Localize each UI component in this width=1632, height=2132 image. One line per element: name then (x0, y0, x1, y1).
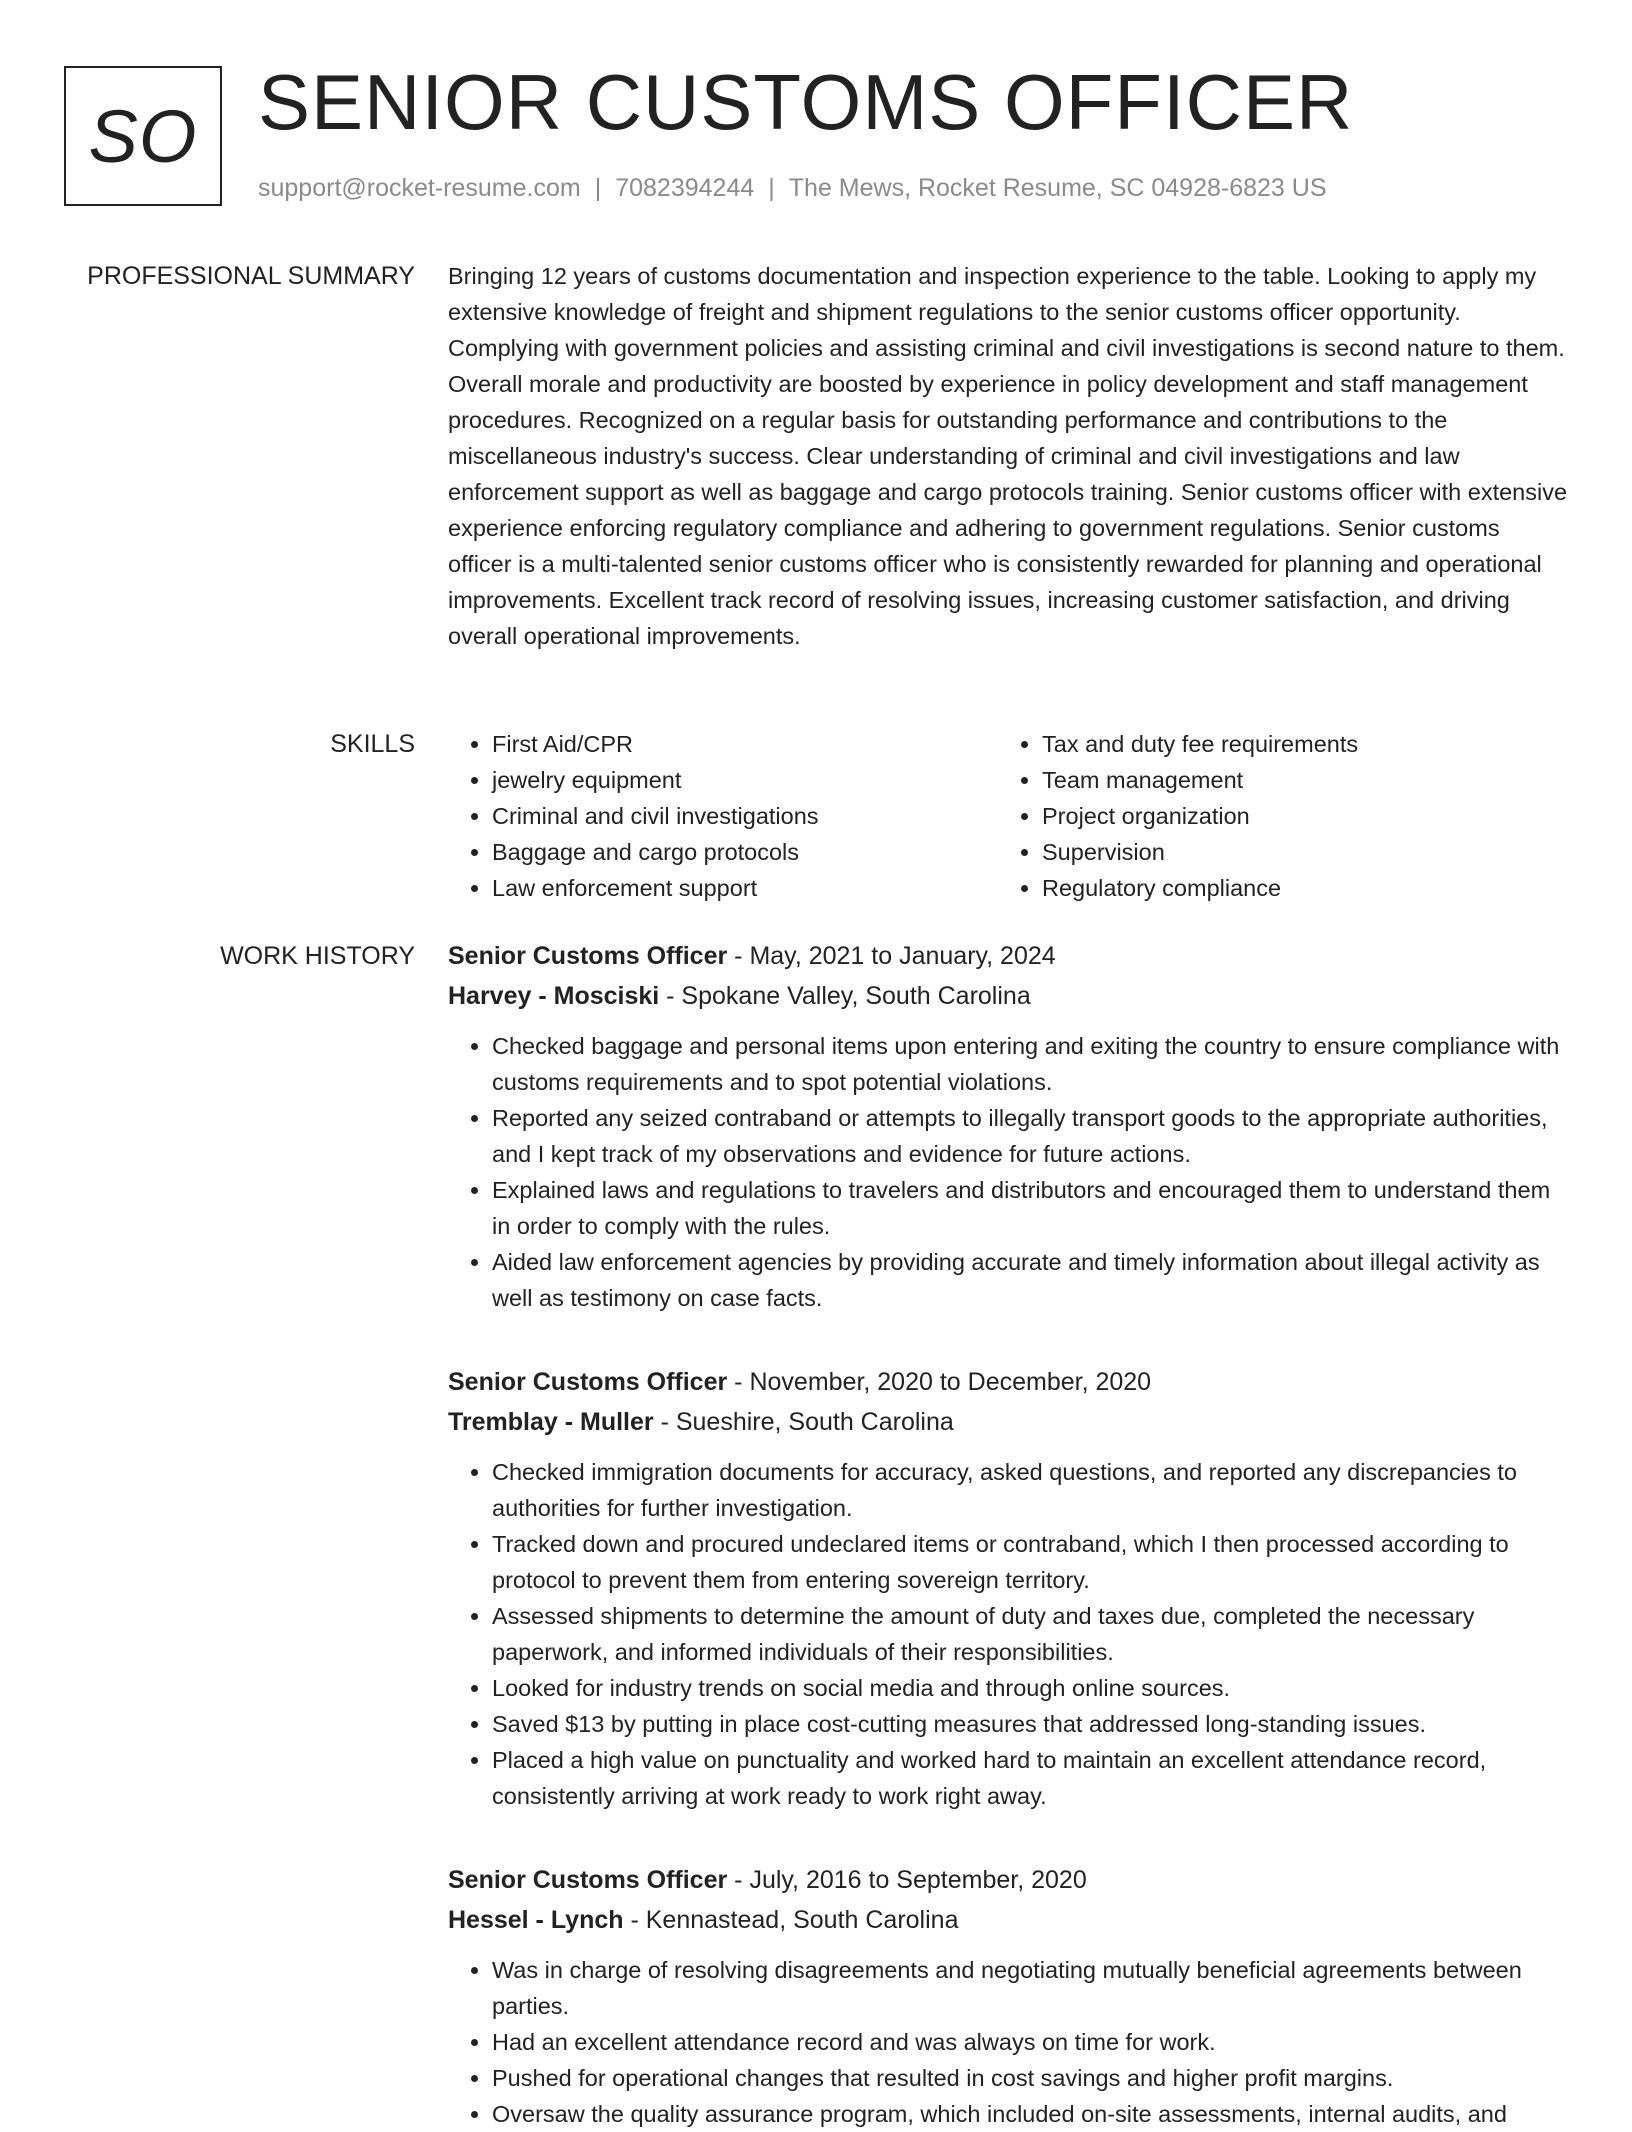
job-title-line (448, 1860, 1568, 1900)
contact-separator: | (768, 174, 775, 202)
job-bullets (448, 1952, 1568, 2132)
job-dates: - July, 2016 to September, 2020 (727, 1866, 1087, 1894)
job-bullets (448, 1454, 1568, 1814)
skills-column-right (998, 726, 1548, 906)
job-entry (448, 1362, 1568, 1814)
work-jobs (448, 936, 1568, 2132)
job-bullet: • Explained laws and regulations to travelers and distributors and encouraged them to understand them in order to comply with the rules. (492, 1172, 1568, 1244)
job-title: Senior Customs Officer (448, 942, 728, 970)
contact-line (258, 174, 1327, 203)
skill-item: • Project organization (1042, 798, 1548, 834)
work-heading: WORK HISTORY (220, 942, 415, 970)
job-location: - Kennastead, South Carolina (623, 1906, 959, 1934)
job-bullet: • Reported any seized contraband or attempts to illegally transport goods to the appropriate authorities, and I kept track of my observations and evidence for future actions. (492, 1100, 1568, 1172)
skill-item: • Regulatory compliance (1042, 870, 1548, 906)
monogram-box (64, 66, 222, 206)
job-bullet: • Checked immigration documents for accuracy, asked questions, and reported any discrepancies to authorities for further investigation. (492, 1454, 1568, 1526)
skills-heading: SKILLS (330, 730, 415, 758)
job-bullet: • Saved $13 by putting in place cost-cutting measures that addressed long-standing issues. (492, 1706, 1568, 1742)
job-bullet: • Assessed shipments to determine the amount of duty and taxes due, completed the necessary paperwork, and informed individuals of their responsibilities. (492, 1598, 1568, 1670)
resume-title: SENIOR CUSTOMS OFFICER (258, 58, 1354, 146)
contact-address: The Mews, Rocket Resume, SC 04928-6823 US (788, 174, 1327, 202)
skills-column-left (448, 726, 998, 906)
job-company-line (448, 976, 1568, 1016)
job-bullets (448, 1028, 1568, 1316)
job-bullet: • Looked for industry trends on social media and through online sources. (492, 1670, 1568, 1706)
summary-heading: PROFESSIONAL SUMMARY (87, 262, 415, 290)
job-bullet: • Tracked down and procured undeclared items or contraband, which I then processed according to protocol to prevent them from entering sovereign territory. (492, 1526, 1568, 1598)
job-entry (448, 1860, 1568, 2132)
skill-item: • Baggage and cargo protocols (492, 834, 998, 870)
job-dates: - November, 2020 to December, 2020 (727, 1368, 1152, 1396)
job-bullet: • Had an excellent attendance record and was always on time for work. (492, 2024, 1568, 2060)
job-bullet: • Pushed for operational changes that resulted in cost savings and higher profit margins. (492, 2060, 1568, 2096)
job-bullet: • Aided law enforcement agencies by providing accurate and timely information about illegal activity as well as testimony on case facts. (492, 1244, 1568, 1316)
job-dates: - May, 2021 to January, 2024 (727, 942, 1056, 970)
skill-item: • Team management (1042, 762, 1548, 798)
skill-item: • Law enforcement support (492, 870, 998, 906)
job-bullet: • Was in charge of resolving disagreements and negotiating mutually beneficial agreements between parties. (492, 1952, 1568, 2024)
skill-item: • Tax and duty fee requirements (1042, 726, 1548, 762)
job-location: - Spokane Valley, South Carolina (659, 982, 1031, 1010)
skill-item: • First Aid/CPR (492, 726, 998, 762)
job-title-line (448, 1362, 1568, 1402)
job-bullet: • Oversaw the quality assurance program, which included on-site assessments, internal audits, and (492, 2096, 1568, 2132)
skills-list (448, 726, 1568, 906)
job-company: Hessel - Lynch (448, 1906, 624, 1934)
job-title: Senior Customs Officer (448, 1866, 728, 1894)
job-company-line (448, 1900, 1568, 1940)
job-bullet: • Placed a high value on punctuality and worked hard to maintain an excellent attendance record, consistently arriving at work ready to work right away. (492, 1742, 1568, 1814)
contact-email[interactable]: support@rocket-resume.com (258, 174, 581, 202)
job-company: Harvey - Mosciski (448, 982, 660, 1010)
job-entry (448, 936, 1568, 1316)
skill-item: • Supervision (1042, 834, 1548, 870)
monogram-initials: SO (88, 94, 198, 178)
contact-phone[interactable]: 7082394244 (615, 174, 755, 202)
job-company-line (448, 1402, 1568, 1442)
summary-text: Bringing 12 years of customs documentation and inspection experience to the table. Looking to apply my extensive knowledge of freight and shipment regulations to the senior customs officer opportunity. Complying with government policies and assisting criminal and civil investigations is second nature to them. Overall morale and productivity are boosted by experience in policy development and staff management procedures. Recognized on a regular basis for outstanding performance and contributions to the miscellaneous industry's success. Clear understanding of criminal and civil investigations and law enforcement support as well as baggage and cargo protocols training. Senior customs officer with extensive experience enforcing regulatory compliance and adhering to government regulations. Senior customs officer is a multi-talented senior customs officer who is consistently rewarded for planning and operational improvements. Excellent track record of resolving issues, increasing customer satisfaction, and driving overall operational improvements. (448, 263, 1568, 649)
job-title: Senior Customs Officer (448, 1368, 728, 1396)
job-title-line (448, 936, 1568, 976)
skill-item: • Criminal and civil investigations (492, 798, 998, 834)
contact-separator: | (594, 174, 602, 202)
summary-body (448, 258, 1568, 654)
job-bullet: • Checked baggage and personal items upon entering and exiting the country to ensure compliance with customs requirements and to spot potential violations. (492, 1028, 1568, 1100)
job-company: Tremblay - Muller (448, 1408, 654, 1436)
job-location: - Sueshire, South Carolina (653, 1408, 954, 1436)
skill-item: • jewelry equipment (492, 762, 998, 798)
